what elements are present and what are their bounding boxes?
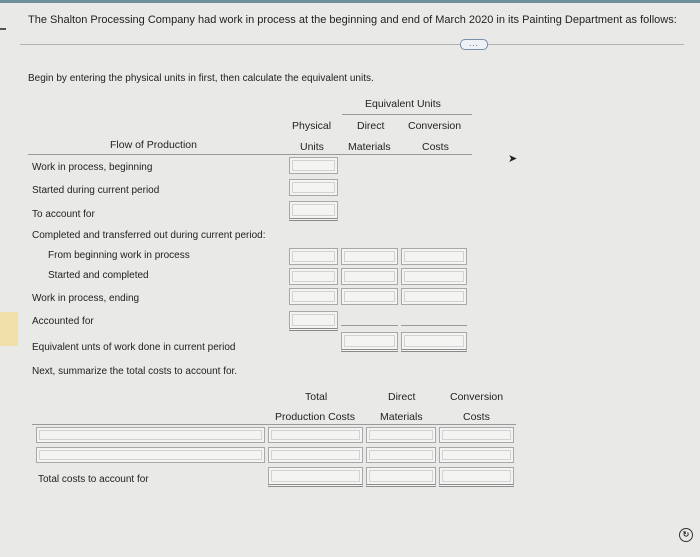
physical-units-input[interactable]	[289, 268, 338, 285]
side-highlight	[0, 312, 18, 346]
instruction-text: Begin by entering the physical units in first, then calculate the equivalent units.	[28, 73, 374, 84]
row-label: Equivalent unts of work done in current period	[32, 342, 236, 353]
col-total-header-1: Total	[305, 391, 328, 403]
cost-item-label-input[interactable]	[36, 427, 265, 443]
header-rule	[28, 154, 472, 155]
total-costs-total-input[interactable]	[268, 467, 363, 487]
clock-icon[interactable]: ↻	[679, 528, 693, 542]
conversion-cost-input[interactable]	[439, 427, 514, 443]
physical-units-total-input[interactable]	[289, 201, 338, 221]
direct-materials-input[interactable]	[341, 268, 398, 285]
physical-units-input[interactable]	[289, 179, 338, 196]
physical-units-input[interactable]	[289, 288, 338, 305]
direct-materials-input[interactable]	[341, 248, 398, 265]
header-underline	[342, 114, 472, 115]
direct-materials-total-input[interactable]	[341, 332, 398, 352]
col-total-header-2: Production Costs	[275, 411, 355, 423]
col-direct-materials-header-2: Materials	[380, 411, 423, 423]
subtotal-rule	[341, 325, 398, 326]
cost-item-label-input[interactable]	[36, 447, 265, 463]
mouse-cursor-icon: ➤	[508, 153, 518, 165]
col-direct-materials-header-1: Direct	[357, 120, 385, 132]
total-production-costs-input[interactable]	[268, 447, 363, 463]
direct-materials-input[interactable]	[341, 288, 398, 305]
direct-materials-cost-input[interactable]	[366, 427, 436, 443]
total-costs-dm-input[interactable]	[366, 467, 436, 487]
left-edge-mark	[0, 28, 6, 30]
physical-units-total-input[interactable]	[289, 311, 338, 331]
row-label: Accounted for	[32, 316, 94, 327]
col-physical-header-2: Units	[300, 141, 324, 153]
conversion-cost-input[interactable]	[439, 447, 514, 463]
col-conversion-header-1: Conversion	[408, 120, 462, 132]
top-accent-bar	[0, 0, 700, 3]
physical-units-input[interactable]	[289, 248, 338, 265]
conversion-costs-input[interactable]	[401, 248, 467, 265]
direct-materials-cost-input[interactable]	[366, 447, 436, 463]
header-rule	[32, 424, 516, 425]
row-label: Work in process, ending	[32, 293, 140, 304]
row-label: Started during current period	[32, 185, 160, 196]
row-label: Work in process, beginning	[32, 162, 153, 173]
subtotal-rule	[401, 325, 467, 326]
col-conversion-header-2: Costs	[422, 141, 449, 153]
col-direct-materials-header-1: Direct	[388, 391, 416, 403]
col-conversion-header-2: Costs	[463, 411, 490, 423]
row-label: From beginning work in process	[48, 250, 190, 261]
col-conversion-header-1: Conversion	[450, 391, 504, 403]
col-direct-materials-header-2: Materials	[348, 141, 391, 153]
equivalent-units-header: Equivalent Units	[365, 98, 441, 110]
total-costs-cc-input[interactable]	[439, 467, 514, 487]
total-production-costs-input[interactable]	[268, 427, 363, 443]
row-label: Completed and transferred out during current period:	[32, 230, 266, 241]
total-costs-label: Total costs to account for	[38, 474, 149, 485]
row-label: To account for	[32, 209, 95, 220]
summary-instruction: Next, summarize the total costs to account for.	[32, 366, 238, 377]
conversion-costs-input[interactable]	[401, 268, 467, 285]
col-physical-header-1: Physical	[292, 120, 332, 132]
problem-intro: The Shalton Processing Company had work in process at the beginning and end of March 2020 in its Painting Department as follows:	[28, 14, 677, 26]
divider	[20, 44, 684, 45]
flow-of-production-header: Flow of Production	[110, 139, 197, 151]
physical-units-input[interactable]	[289, 157, 338, 174]
show-more-button[interactable]: ...	[460, 39, 488, 50]
row-label: Started and completed	[48, 270, 149, 281]
conversion-costs-input[interactable]	[401, 288, 467, 305]
conversion-costs-total-input[interactable]	[401, 332, 467, 352]
